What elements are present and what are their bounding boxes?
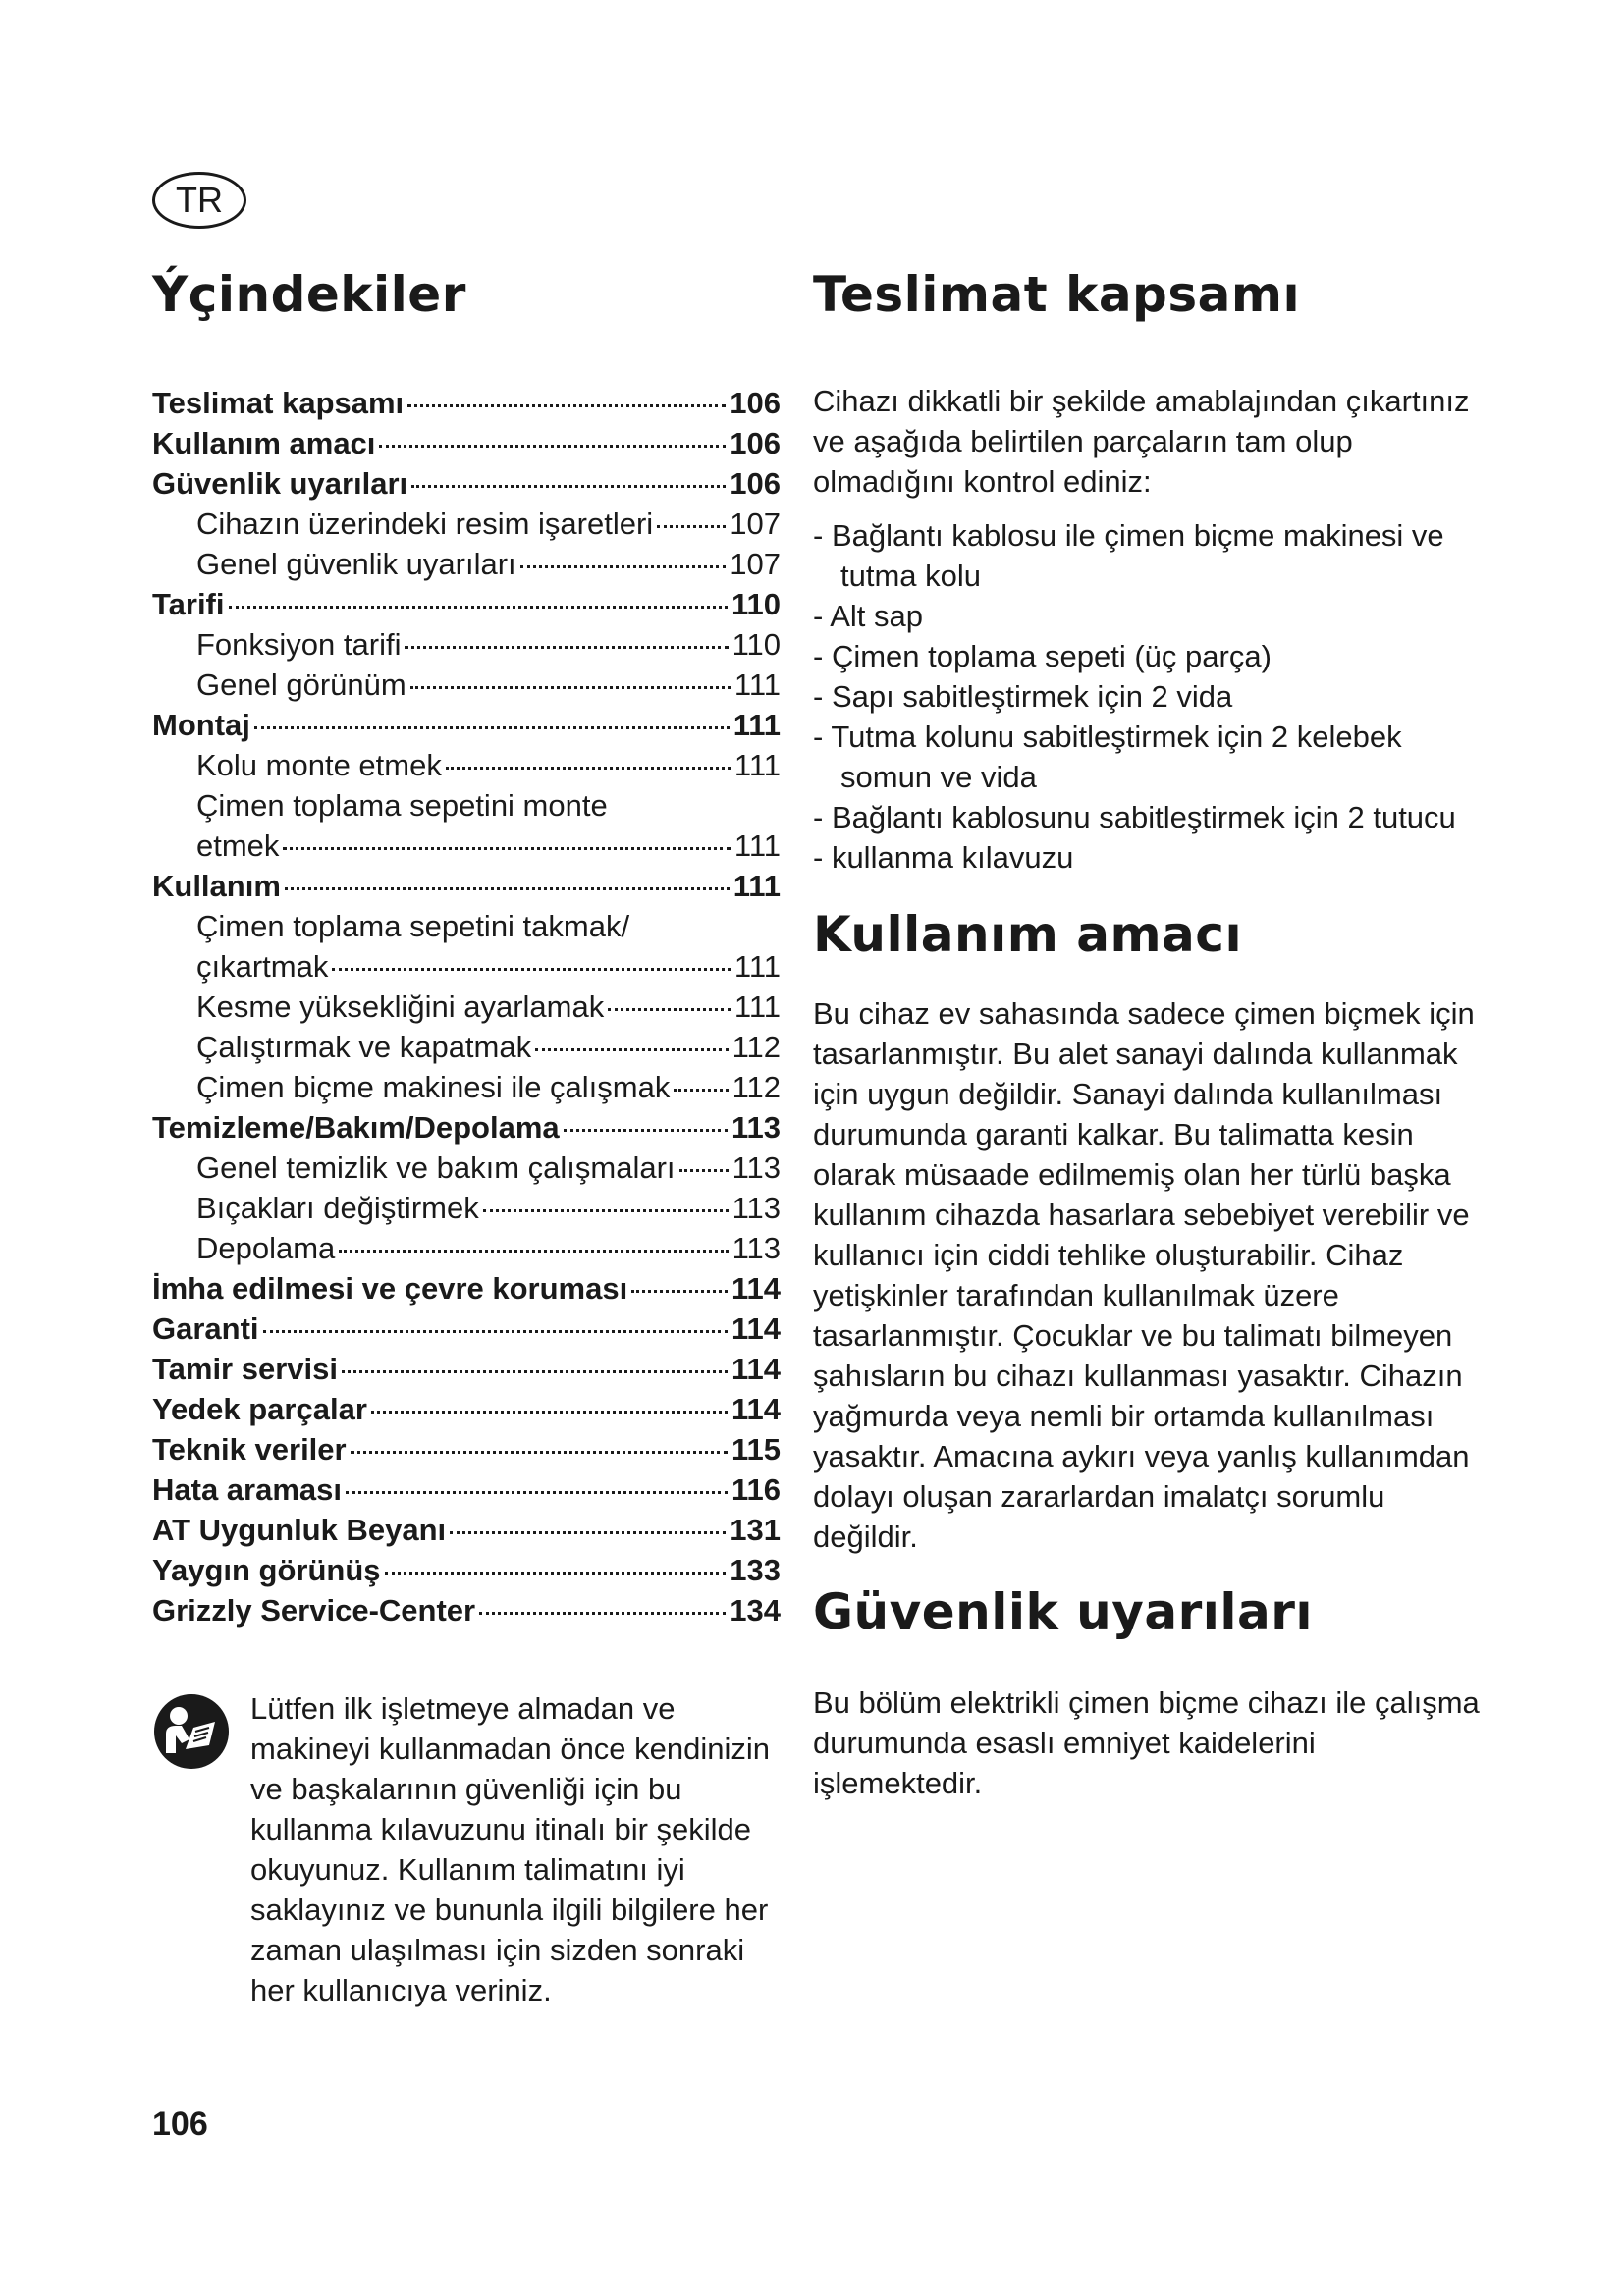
toc-entry (152, 866, 781, 906)
toc-entry-page: 113 (731, 1191, 781, 1225)
toc-leader-dots (674, 1089, 728, 1092)
toc-entry-label: AT Uygunluk Beyanı (152, 1513, 447, 1547)
scope-item: - Alt sap (813, 596, 1481, 636)
toc-column (152, 265, 781, 1630)
toc-leader-dots (283, 847, 730, 850)
toc-entry-label: Kolu monte etmek (196, 748, 442, 782)
toc-entry (152, 1148, 781, 1188)
toc-entry (152, 423, 781, 463)
purpose-text: Bu cihaz ev sahasında sadece çimen biçmek için tasarlanmıştır. Bu alet sanayi dalında kullanmak için uygun değildir. Sanayi dalında kullanılması durumunda garanti kalkar. Bu talimatta kesin olarak müsaade edilmemiş olan her türlü başka kullanım cihazda hasarlara sebebiyet verebilir ve kullanıcı için ciddi tehlike oluşturabilir. Cihaz yetişkinler tarafından kullanılmak üzere tasarlanmıştır. Çocuklar ve bu talimatı bilmeyen şahısların bu cihazı kullanması yasaktır. Cihazın yağmurda veya nemli bir ortamda kullanılması yasaktır. Amacına aykırı veya yanlış kullanımdan dolayı oluşan zararlardan imalatçı sorumlu değildir. (813, 996, 1475, 1554)
toc-entry (152, 1308, 781, 1349)
toc-leader-dots (351, 1451, 728, 1454)
toc-leader-dots (410, 686, 731, 689)
toc-entry-label: Genel görünüm (196, 667, 406, 702)
toc-entry-page: 107 (730, 507, 781, 541)
toc-entry-page: 110 (731, 587, 781, 621)
toc-entry-label: Kullanım (152, 869, 281, 903)
read-manual-notice (152, 1688, 781, 2010)
scope-item: - Bağlantı kablosu ile çimen biçme makinesi ve tutma kolu (813, 515, 1481, 596)
toc-entry (152, 826, 781, 866)
toc-entry-label: İmha edilmesi ve çevre koruması (152, 1271, 628, 1306)
toc-entry (152, 1389, 781, 1429)
toc-entry-label: Grizzly Service-Center (152, 1593, 476, 1628)
safety-text: Bu bölüm elektrikli çimen biçme cihazı ile çalışma durumunda esaslı emniyet kaidelerini işlemektedir. (813, 1685, 1480, 1800)
toc-entry-page: 111 (733, 667, 781, 702)
toc-entry (152, 1067, 781, 1107)
toc-entry-page: 116 (731, 1472, 781, 1507)
toc-entry-page: 133 (730, 1553, 781, 1587)
toc-entry-page: 111 (733, 828, 781, 863)
purpose-title: Kullanım amacı (813, 906, 1243, 963)
toc-entry-page: 134 (730, 1593, 781, 1628)
toc-entry-label: Genel temizlik ve bakım çalışmaları (196, 1150, 676, 1185)
scope-intro: Cihazı dikkatli bir şekilde amablajından çıkartınız ve aşağıda belirtilen parçaların tam olup olmadığını kontrol ediniz: (813, 384, 1470, 499)
toc-entry-page: 113 (731, 1231, 781, 1265)
toc-entry (152, 1107, 781, 1148)
toc-entry-label: Çalıştırmak ve kapatmak (196, 1030, 532, 1064)
toc-entry-label: Yaygın görünüş (152, 1553, 381, 1587)
toc-leader-dots (263, 1330, 728, 1333)
toc-leader-dots (446, 767, 731, 770)
toc-entry-page: 107 (730, 547, 781, 581)
toc-entry (152, 705, 781, 745)
notice-text: Lütfen ilk işletmeye almadan ve makineyi kullanmadan önce kendinizin ve başkalarının güvenliği için bu kullanma kılavuzunu itinalı bir şekilde okuyunuz. Kullanım talimatını iyi saklayınız ve bununla ilgili bilgilere her zaman ulaşılması için sizden sonraki her kullanıcıya veriniz. (250, 1691, 771, 2007)
toc-leader-dots (520, 565, 727, 568)
toc-entry (152, 987, 781, 1027)
toc-leader-dots (483, 1209, 729, 1212)
toc-leader-dots (229, 606, 728, 609)
safety-title: Güvenlik uyarıları (813, 1583, 1314, 1640)
toc-entry-page: 111 (733, 949, 781, 984)
scope-item: - Çimen toplama sepeti (üç parça) (813, 636, 1481, 676)
toc-entry-page: 106 (730, 386, 781, 420)
toc-leader-dots (285, 887, 730, 890)
toc-leader-dots (657, 525, 726, 528)
scope-title: Teslimat kapsamı (813, 266, 1301, 323)
toc-entry-label: Teslimat kapsamı (152, 386, 405, 420)
toc-title: Ýçindekiler (152, 266, 466, 323)
scope-item: - Sapı sabitleştirmek için 2 vida (813, 676, 1481, 717)
scope-item: - Tutma kolunu sabitleştirmek için 2 kelebek somun ve vida (813, 717, 1481, 797)
toc-entry (152, 624, 781, 665)
read-manual-icon (152, 1692, 231, 1771)
table-of-contents (152, 383, 781, 1630)
toc-entry-label: Teknik veriler (152, 1432, 347, 1467)
toc-entry-label: Çimen toplama sepetini takmak/ (196, 909, 630, 943)
toc-entry-label: Kullanım amacı (152, 426, 376, 460)
scope-item: - kullanma kılavuzu (813, 837, 1481, 878)
toc-leader-dots (371, 1411, 728, 1414)
toc-entry (152, 383, 781, 423)
toc-entry-label: Genel güvenlik uyarıları (196, 547, 516, 581)
toc-entry-label: Yedek parçalar (152, 1392, 367, 1426)
toc-leader-dots (405, 646, 728, 649)
toc-entry-page: 114 (731, 1392, 781, 1426)
toc-leader-dots (564, 1129, 728, 1132)
toc-entry (152, 1027, 781, 1067)
toc-entry (152, 745, 781, 785)
toc-entry (152, 584, 781, 624)
toc-entry (152, 1268, 781, 1308)
toc-leader-dots (608, 1008, 731, 1011)
toc-entry (152, 1188, 781, 1228)
toc-entry-label: Depolama (196, 1231, 336, 1265)
toc-entry-page: 111 (732, 869, 781, 903)
toc-entry-page: 112 (731, 1030, 781, 1064)
toc-leader-dots (679, 1169, 729, 1172)
toc-entry-label: Güvenlik uyarıları (152, 466, 408, 501)
toc-leader-dots (254, 726, 730, 729)
toc-entry-continuation: etmek (196, 828, 280, 863)
toc-entry-label: Fonksiyon tarifi (196, 627, 402, 662)
toc-entry (152, 504, 781, 544)
toc-entry (152, 1550, 781, 1590)
toc-leader-dots (342, 1370, 728, 1373)
toc-entry-page: 111 (733, 989, 781, 1024)
toc-entry-label: Hata araması (152, 1472, 343, 1507)
toc-entry-label: Montaj (152, 708, 250, 742)
toc-entry-label: Garanti (152, 1311, 259, 1346)
toc-leader-dots (346, 1491, 728, 1494)
toc-leader-dots (450, 1531, 726, 1534)
toc-entry-page: 111 (733, 748, 781, 782)
toc-entry-page: 113 (731, 1150, 781, 1185)
toc-leader-dots (407, 404, 726, 407)
toc-entry (152, 544, 781, 584)
toc-entry-label: Tamir servisi (152, 1352, 338, 1386)
toc-entry (152, 463, 781, 504)
toc-entry-label: Çimen biçme makinesi ile çalışmak (196, 1070, 671, 1104)
toc-leader-dots (411, 485, 726, 488)
toc-entry-label: Çimen toplama sepetini monte (196, 788, 608, 823)
toc-entry-continuation: çıkartmak (196, 949, 329, 984)
toc-entry-label: Kesme yüksekliğini ayarlamak (196, 989, 605, 1024)
toc-leader-dots (479, 1612, 726, 1615)
scope-list (813, 515, 1481, 878)
toc-entry (152, 1510, 781, 1550)
toc-entry (152, 1590, 781, 1630)
toc-entry (152, 1469, 781, 1510)
toc-entry (152, 946, 781, 987)
toc-entry-page: 106 (730, 426, 781, 460)
language-badge: TR (152, 172, 246, 229)
page-number: 106 (152, 2106, 208, 2143)
toc-entry-page: 114 (731, 1311, 781, 1346)
toc-entry (152, 1349, 781, 1389)
toc-entry-page: 112 (731, 1070, 781, 1104)
toc-entry-label: Temizleme/Bakım/Depolama (152, 1110, 560, 1145)
toc-leader-dots (339, 1250, 728, 1253)
toc-leader-dots (535, 1048, 728, 1051)
toc-entry-page: 115 (731, 1432, 781, 1467)
toc-leader-dots (379, 445, 726, 448)
scope-item: - Bağlantı kablosunu sabitleştirmek için 2 tutucu (813, 797, 1481, 837)
toc-entry-page: 111 (732, 708, 781, 742)
toc-entry-page: 113 (731, 1110, 781, 1145)
toc-entry (152, 665, 781, 705)
toc-entry (152, 1228, 781, 1268)
toc-entry (152, 1429, 781, 1469)
toc-entry-page: 110 (731, 627, 781, 662)
toc-entry-page: 131 (730, 1513, 781, 1547)
toc-leader-dots (332, 968, 731, 971)
toc-entry-page: 106 (730, 466, 781, 501)
toc-leader-dots (631, 1290, 728, 1293)
toc-entry-label: Cihazın üzerindeki resim işaretleri (196, 507, 654, 541)
toc-entry-label: Tarifi (152, 587, 225, 621)
content-column (813, 265, 1481, 1803)
toc-entry-label: Bıçakları değiştirmek (196, 1191, 479, 1225)
toc-entry-page: 114 (731, 1271, 781, 1306)
toc-leader-dots (385, 1572, 727, 1575)
toc-entry-page: 114 (731, 1352, 781, 1386)
